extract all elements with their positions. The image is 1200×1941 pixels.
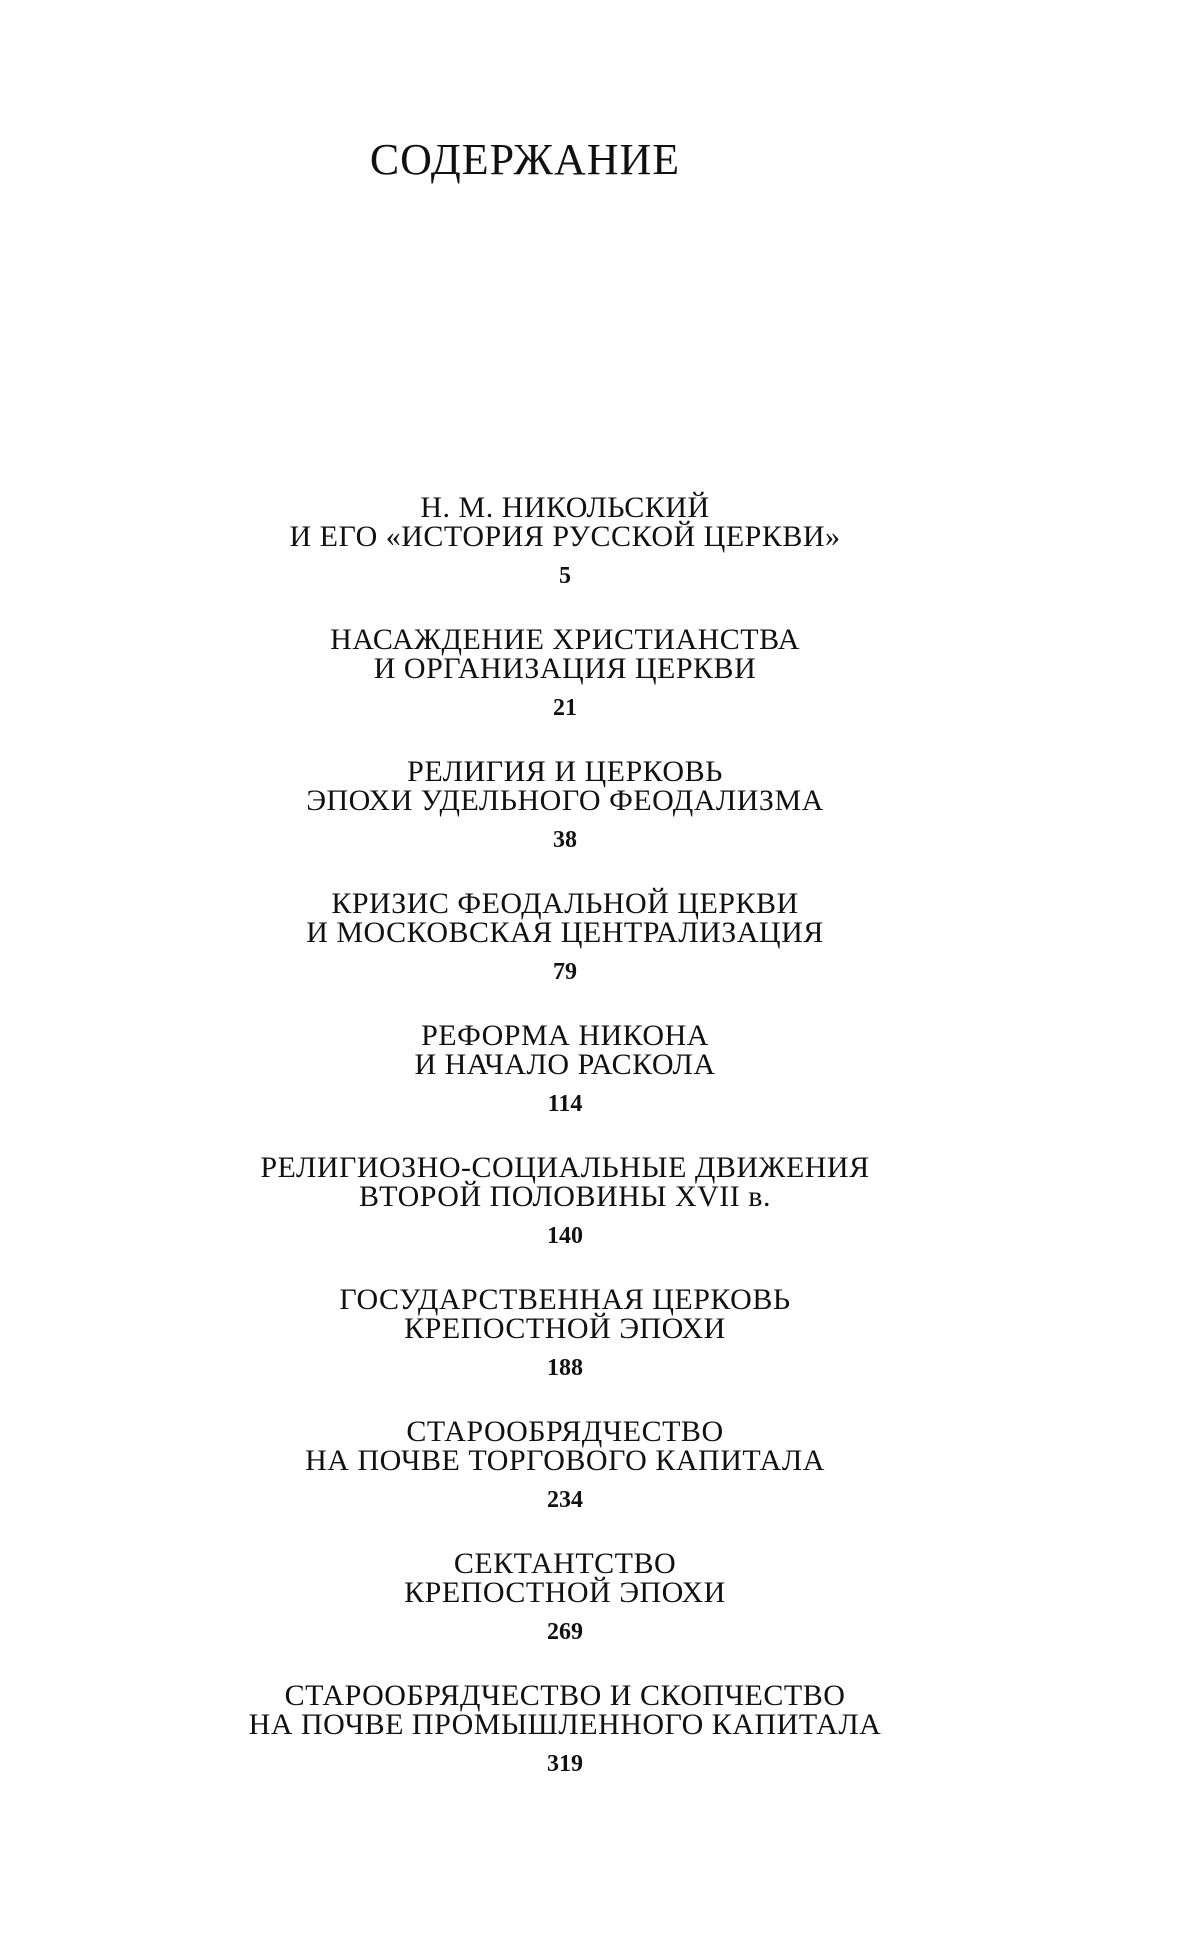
toc-entry[interactable] — [0, 757, 1130, 889]
table-of-contents — [0, 493, 1130, 1813]
toc-entry-title-line: ВТОРОЙ ПОЛОВИНЫ XVII в. — [359, 1180, 771, 1213]
toc-entry-title-line: Н. М. НИКОЛЬСКИЙ — [420, 491, 710, 524]
toc-entry-title-line: СТАРООБРЯДЧЕСТВО — [406, 1415, 724, 1448]
toc-entry-page-number: 38 — [553, 827, 577, 853]
toc-entry-page-number: 5 — [559, 563, 571, 589]
toc-entry-page-number: 269 — [547, 1619, 583, 1645]
toc-entry-title-line: ГОСУДАРСТВЕННАЯ ЦЕРКОВЬ — [339, 1283, 791, 1316]
toc-entry-title-line: И МОСКОВСКАЯ ЦЕНТРАЛИЗАЦИЯ — [306, 916, 824, 949]
toc-entry-page-number: 234 — [547, 1487, 583, 1513]
toc-entry-title-line: КРИЗИС ФЕОДАЛЬНОЙ ЦЕРКВИ — [331, 887, 799, 920]
toc-entry[interactable] — [0, 493, 1130, 625]
toc-entry[interactable] — [0, 1153, 1130, 1285]
toc-entry-title-line: СЕКТАНТСТВО — [453, 1547, 677, 1580]
toc-entry-title-line: НАСАЖДЕНИЕ ХРИСТИАНСТВА — [330, 623, 800, 656]
toc-entry[interactable] — [0, 1549, 1130, 1681]
toc-entry-title-line: И ЕГО «ИСТОРИЯ РУССКОЙ ЦЕРКВИ» — [289, 520, 841, 553]
toc-entry-title-line: РЕФОРМА НИКОНА — [421, 1019, 709, 1052]
toc-entry[interactable] — [0, 625, 1130, 757]
toc-entry-page-number: 319 — [547, 1751, 583, 1777]
toc-entry-title-line: И ОРГАНИЗАЦИЯ ЦЕРКВИ — [373, 652, 757, 685]
toc-entry-title-line: НА ПОЧВЕ ТОРГОВОГО КАПИТАЛА — [305, 1444, 825, 1477]
toc-entry[interactable] — [0, 1417, 1130, 1549]
toc-entry-page-number: 79 — [553, 959, 577, 985]
toc-entry-title-line: И НАЧАЛО РАСКОЛА — [414, 1048, 716, 1081]
toc-entry-title-line: НА ПОЧВЕ ПРОМЫШЛЕННОГО КАПИТАЛА — [248, 1708, 882, 1741]
toc-entry-page-number: 114 — [547, 1091, 583, 1117]
toc-entry[interactable] — [0, 1021, 1130, 1153]
toc-entry[interactable] — [0, 1681, 1130, 1813]
toc-entry-title-line: СТАРООБРЯДЧЕСТВО И СКОПЧЕСТВО — [284, 1679, 846, 1712]
toc-entry-title-line: РЕЛИГИОЗНО-СОЦИАЛЬНЫЕ ДВИЖЕНИЯ — [260, 1151, 870, 1184]
toc-entry-title-line: ЭПОХИ УДЕЛЬНОГО ФЕОДАЛИЗМА — [306, 784, 824, 817]
toc-entry-page-number: 140 — [547, 1223, 583, 1249]
page-title: СОДЕРЖАНИЕ — [369, 135, 681, 184]
toc-entry[interactable] — [0, 889, 1130, 1021]
toc-entry-page-number: 188 — [547, 1355, 583, 1381]
toc-entry-title-line: КРЕПОСТНОЙ ЭПОХИ — [404, 1576, 726, 1609]
toc-entry-title-line: РЕЛИГИЯ И ЦЕРКОВЬ — [407, 755, 723, 788]
toc-entry-page-number: 21 — [553, 695, 577, 721]
toc-entry-title-line: КРЕПОСТНОЙ ЭПОХИ — [404, 1312, 726, 1345]
toc-entry[interactable] — [0, 1285, 1130, 1417]
